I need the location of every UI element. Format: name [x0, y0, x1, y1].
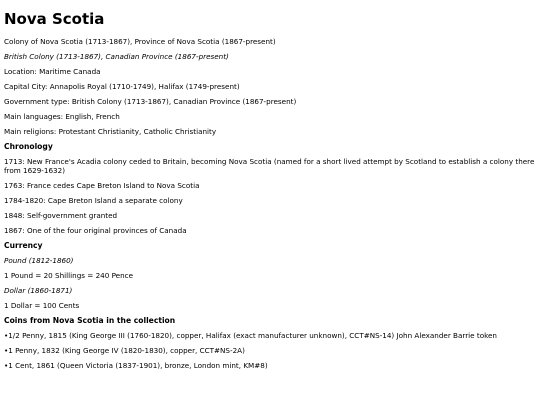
intro-location: Location: Maritime Canada — [4, 67, 101, 76]
coin-item: •1 Penny, 1832 (King George IV (1820-1830), copper, CCT#NS-2A) — [4, 346, 245, 355]
chronology-item: 1713: New France's Acadia colony ceded to Britain, becoming Nova Scotia (named for a short lived attempt by Scotland to establish a colony there from 1629-1632) — [4, 157, 535, 175]
coin-item: •1/2 Penny, 1815 (King George III (1760-1820), copper, Halifax (exact manufacturer unknown), CCT#NS-14) John Alexander Barrie token — [4, 331, 497, 340]
coins-heading: Coins from Nova Scotia in the collection — [4, 316, 176, 325]
chronology-heading: Chronology — [4, 142, 53, 151]
intro-religions: Main religions: Protestant Christianity, Catholic Christianity — [4, 127, 217, 136]
currency-pound-value: 1 Pound = 20 Shillings = 240 Pence — [4, 271, 134, 280]
chronology-item: 1867: One of the four original provinces of Canada — [4, 226, 187, 235]
page-title: Nova Scotia — [4, 10, 105, 28]
intro-status: British Colony (1713-1867), Canadian Province (1867-present) — [4, 52, 229, 61]
currency-dollar-value: 1 Dollar = 100 Cents — [4, 301, 80, 310]
chronology-item: 1784-1820: Cape Breton Island a separate colony — [4, 196, 183, 205]
intro-government: Government type: British Colony (1713-1867), Canadian Province (1867-present) — [4, 97, 297, 106]
intro-languages: Main languages: English, French — [4, 112, 120, 121]
chronology-item: 1848: Self-government granted — [4, 211, 118, 220]
currency-heading: Currency — [4, 241, 43, 250]
currency-dollar-label: Dollar (1860-1871) — [4, 286, 73, 295]
currency-pound-label: Pound (1812-1860) — [4, 256, 74, 265]
chronology-item: 1763: France cedes Cape Breton Island to Nova Scotia — [4, 181, 200, 190]
intro-colony: Colony of Nova Scotia (1713-1867), Province of Nova Scotia (1867-present) — [4, 37, 276, 46]
intro-capital: Capital City: Annapolis Royal (1710-1749), Halifax (1749-present) — [4, 82, 240, 91]
coin-item: •1 Cent, 1861 (Queen Victoria (1837-1901), bronze, London mint, KM#8) — [4, 361, 268, 370]
